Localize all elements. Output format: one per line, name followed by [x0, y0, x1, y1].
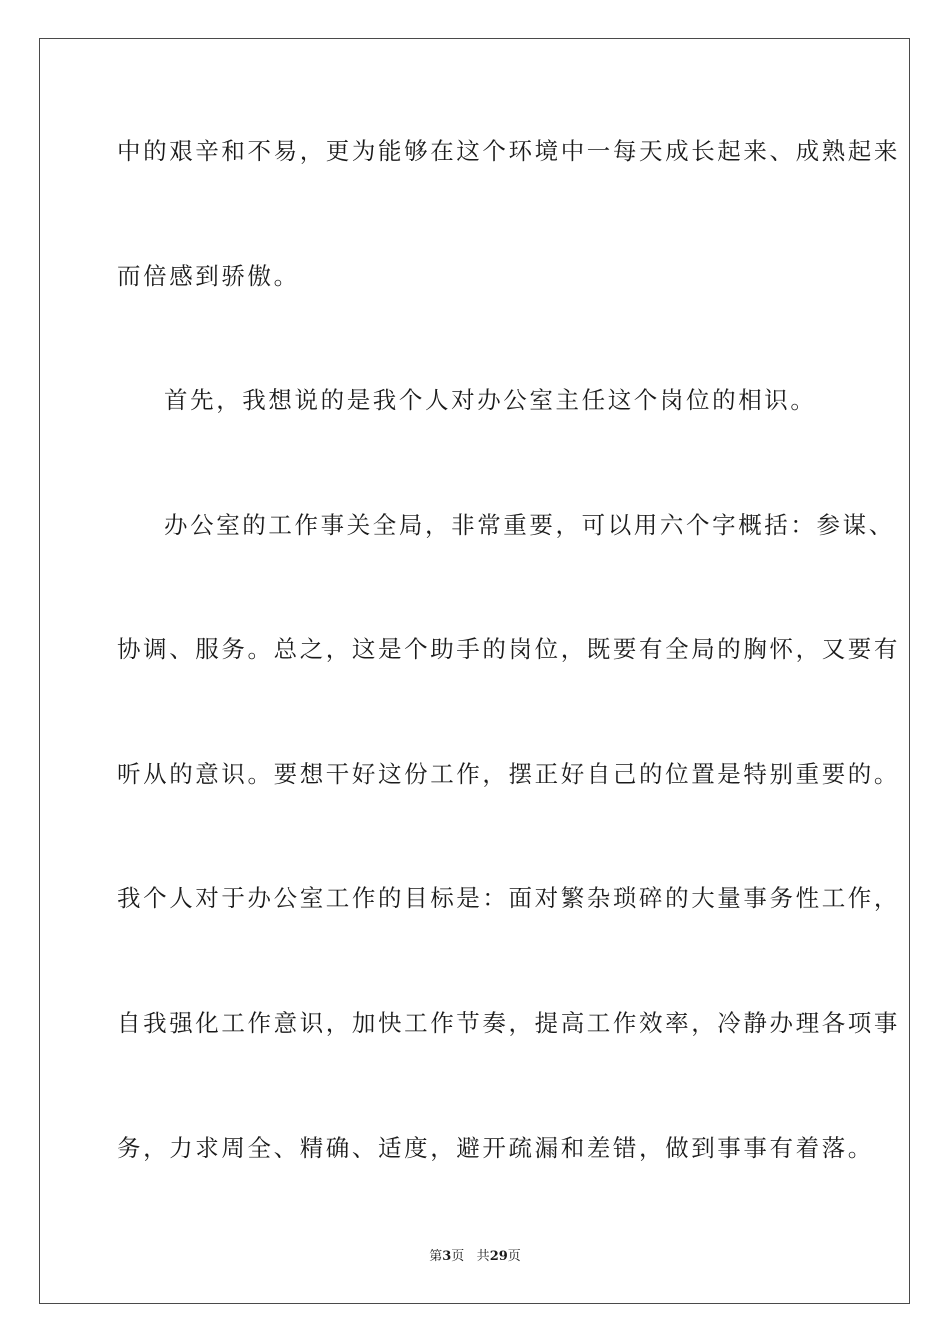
- text-line-2: 而倍感到骄傲。: [117, 262, 300, 290]
- page-suffix: 页: [451, 1249, 465, 1264]
- total-suffix: 页: [507, 1249, 521, 1264]
- text-line-5: 协调、服务。总之，这是个助手的岗位，既要有全局的胸怀，又要有: [117, 635, 900, 663]
- total-prefix: 共: [476, 1249, 490, 1264]
- paragraph-start-1: 首先，我想说的是我个人对办公室主任这个岗位的相识。: [164, 386, 817, 414]
- paragraph-start-2: 办公室的工作事关全局，非常重要，可以用六个字概括：参谋、: [164, 511, 895, 539]
- total-pages: 29: [489, 1249, 508, 1264]
- page-number: 3: [442, 1249, 452, 1264]
- text-line-1: 中的艰辛和不易，更为能够在这个环境中一每天成长起来、成熟起来: [117, 137, 900, 165]
- text-line-9: 务，力求周全、精确、适度，避开疏漏和差错，做到事事有着落。: [117, 1134, 874, 1162]
- text-line-8: 自我强化工作意识，加快工作节奏，提高工作效率，冷静办理各项事: [117, 1009, 900, 1037]
- page-footer: [0, 1249, 950, 1265]
- page-prefix: 第: [429, 1249, 443, 1264]
- text-line-6: 听从的意识。要想干好这份工作，摆正好自己的位置是特别重要的。: [117, 760, 900, 788]
- text-line-7: 我个人对于办公室工作的目标是：面对繁杂琐碎的大量事务性工作，: [117, 884, 900, 912]
- page-border: [39, 38, 910, 1304]
